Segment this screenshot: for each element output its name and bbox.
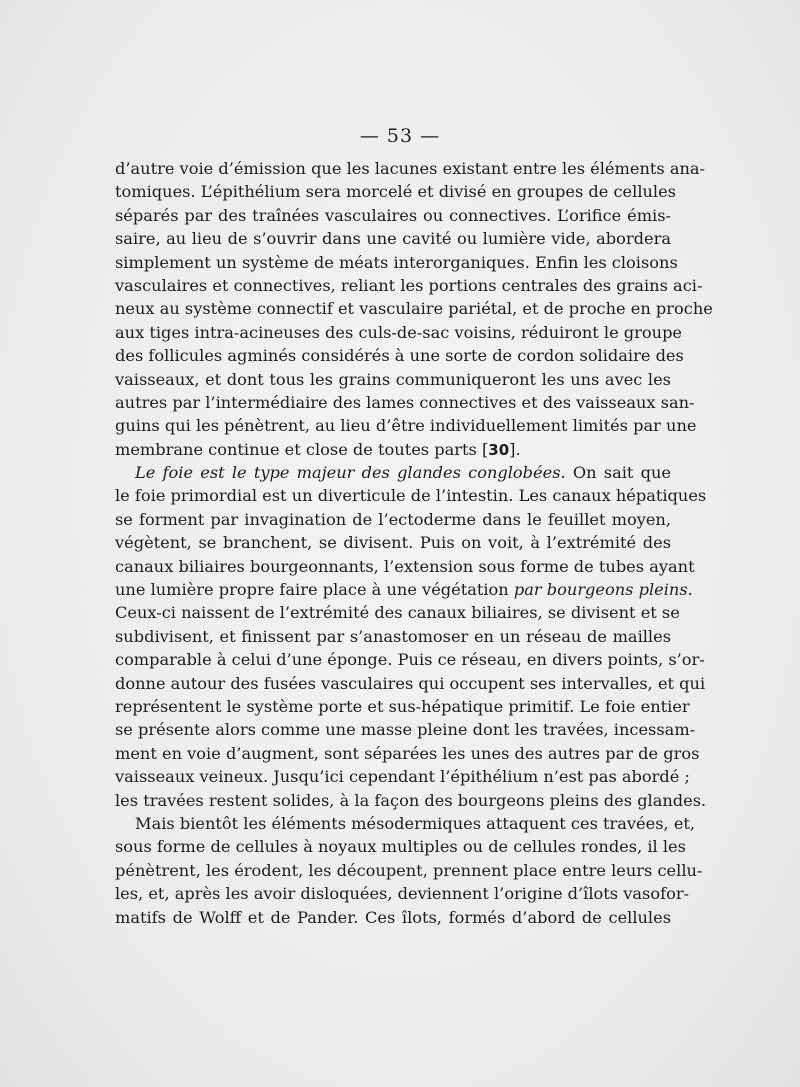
text-line: le foie primordial est un diverticule de l’intestin. Les canaux hépatiques — [115, 486, 707, 506]
text-line: neux au système connectif et vasculaire pariétal, et de proche en proche — [115, 299, 713, 319]
text-line: Mais bientôt les éléments mésodermiques attaquent ces travées, et, — [135, 813, 696, 833]
line-text: ]. — [509, 439, 521, 459]
line-text: On sait que — [565, 463, 672, 483]
text-line: comparable à celui d’une éponge. Puis ce réseau, en divers points, s’or- — [115, 650, 705, 670]
text-line: les travées restent solides, à la façon des bourgeons pleins des glandes. — [115, 790, 707, 810]
text-line: se présente alors comme une masse pleine dont les travées, incessam- — [115, 720, 696, 740]
text-line: canaux biliaires bourgeonnants, l’extension sous forme de tubes ayant — [115, 556, 695, 576]
text-line — [115, 578, 693, 601]
text-line: vaisseaux, et dont tous les grains communiqueront les uns avec les — [115, 369, 671, 389]
text-line: des follicules agminés considérés à une sorte de cordon solidaire des — [115, 346, 684, 366]
page-number: — 53 — — [359, 125, 441, 147]
text-line: tomiques. L’épithélium sera morcelé et divisé en groupes de cellules — [115, 182, 676, 202]
text-line: pénètrent, les érodent, les découpent, prennent place entre leurs cellu- — [115, 860, 703, 880]
text-line — [115, 438, 671, 461]
line-text: membrane continue et close de toutes parts [ — [115, 439, 489, 459]
text-line: autres par l’intermédiaire des lames connectives et des vaisseaux san- — [115, 392, 695, 412]
text-line: séparés par des traînées vasculaires ou connectives. L’orifice émis- — [115, 205, 671, 225]
text-line: Ceux-ci naissent de l’extrémité des canaux biliaires, se divisent et se — [115, 603, 680, 623]
text-line: vaisseaux veineux. Jusqu’ici cependant l’épithélium n’est pas abordé ; — [115, 767, 690, 787]
text-line: saire, au lieu de s’ouvrir dans une cavité ou lumière vide, abordera — [115, 229, 671, 249]
text-line: les, et, après les avoir disloquées, deviennent l’origine d’îlots vasofor- — [115, 884, 690, 904]
text-line: aux tiges intra-acineuses des culs-de-sac voisins, réduiront le groupe — [115, 322, 683, 342]
reference-number: 30 — [488, 440, 510, 459]
text-line: ment en voie d’augment, sont séparées les unes des autres par de gros — [115, 743, 700, 763]
text-line: végètent, se branchent, se divisent. Puis on voit, à l’extrémité des — [115, 533, 671, 553]
text-line: matifs de Wolff et de Pander. Ces îlots, formés d’abord de cellules — [115, 907, 671, 927]
text-line: se forment par invagination de l’ectoderme dans le feuillet moyen, — [115, 509, 671, 529]
text-line: donne autour des fusées vasculaires qui occupent ses intervalles, et qui — [115, 673, 706, 693]
italic-text: par bourgeons pleins. — [513, 580, 693, 600]
text-line: vasculaires et connectives, reliant les portions centrales des grains aci- — [115, 275, 703, 295]
text-line — [115, 461, 671, 484]
body-text — [115, 157, 713, 929]
text-line: d’autre voie d’émission que les lacunes existant entre les éléments ana- — [115, 159, 706, 178]
text-line: sous forme de cellules à noyaux multiples ou de cellules rondes, il les — [115, 837, 686, 857]
text-line: représentent le système porte et sus-hépatique primitif. Le foie entier — [115, 696, 690, 716]
text-line: subdivisent, et finissent par s’anastomoser en un réseau de mailles — [115, 626, 671, 646]
line-text: une lumière propre faire place à une végétation — [115, 580, 514, 600]
italic-heading: Le foie est le type majeur des glandes conglobées. — [135, 463, 566, 483]
text-line: simplement un système de méats interorganiques. Enfin les cloisons — [115, 252, 678, 272]
text-line: guins qui les pénètrent, au lieu d’être individuellement limités par une — [115, 416, 697, 436]
